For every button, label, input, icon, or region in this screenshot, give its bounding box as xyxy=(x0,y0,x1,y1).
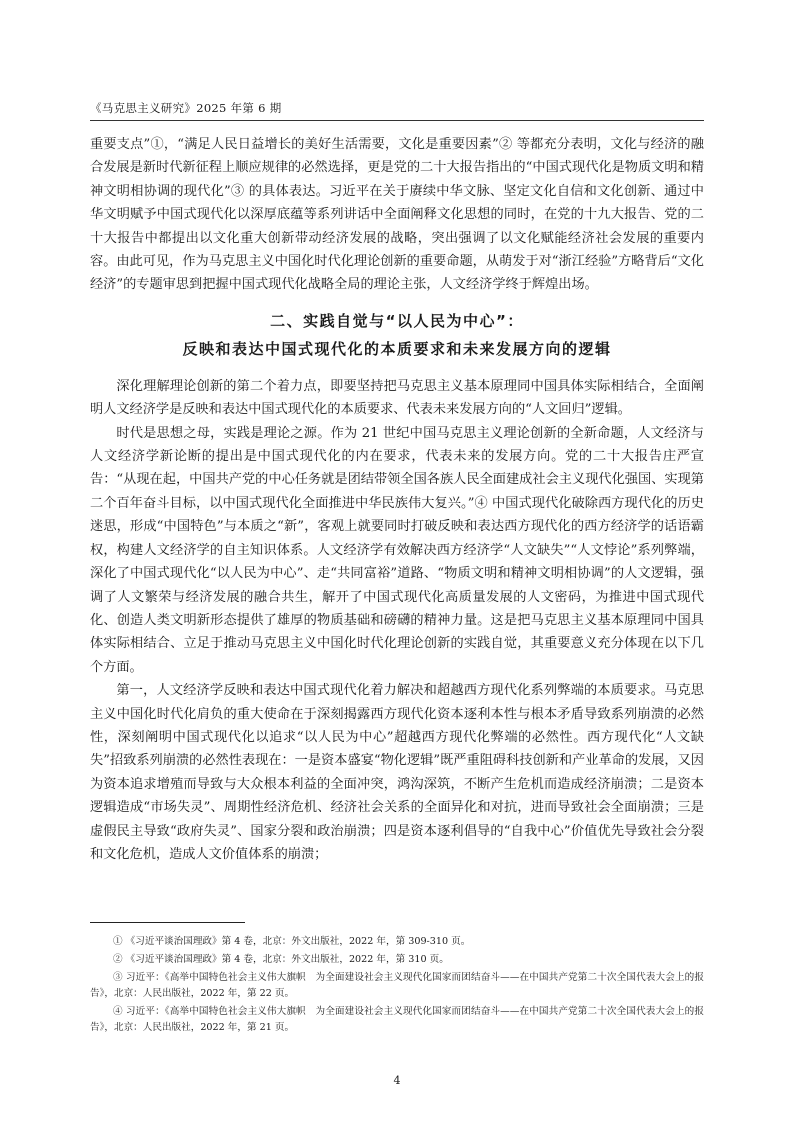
header-rule xyxy=(90,120,704,121)
journal-header: 《马克思主义研究》2025 年第 6 期 xyxy=(90,101,282,115)
paragraph: 第一，人文经济学反映和表达中国式现代化着力解决和超越西方现代化系列弊端的本质要求。马克思主义中国化时代化肩负的重大使命在于深刻揭露西方现代化资本逐利本性与根本矛盾导致系列崩溃的必然性，深刻阐明中国式现代化以追求“以人民为中心”超越西方现代化弊端的必然性。西方现代化“人文缺失”招致系列崩溃的必然性表现在：一是资本盛宴“物化逻辑”既严重阻碍科技创新和产业革命的发展，又因为资本追求增殖而导致与大众根本利益的全面冲突，鸿沟深筑，不断产生危机而造成经济崩溃；二是资本逻辑造成“市场失灵”、周期性经济危机、经济社会关系的全面异化和对抗，进而导致社会全面崩溃；三是虚假民主导致“政府失灵”、国家分裂和政治崩溃；四是资本逐利倡导的“自我中心”价值优先导致社会分裂和文化危机，造成人文价值体系的崩溃； xyxy=(90,683,704,862)
paragraph: 时代是思想之母，实践是理论之源。作为 21 世纪中国马克思主义理论创新的全新命题，人文经济与人文经济学新论断的提出是中国式现代化的内在要求，代表未来的发展方向。党的二十大报告庄严宣告：“从现在起，中国共产党的中心任务就是团结带领全国各族人民全面建成社会主义现代化强国、实现第二个百年奋斗目标，以中国式现代化全面推进中华民族伟大复兴。”④ 中国式现代化破除西方现代化的历史迷思，形成“中国特色”与本质之“新”，客观上就要同时打破反映和表达西方现代化的西方经济学的话语霸权，构建人文经济学的自主知识体系。人文经济学有效解决西方经济学“人文缺失”“人文悖论”系列弊端，深化了中国式现代化“以人民为中心”、走“共同富裕”道路、“物质文明和精神文明相协调”的人文逻辑，强调了人文繁荣与经济发展的融合共生，解开了中国式现代化高质量发展的人文密码，为推进中国式现代化、创造人类文明新形态提供了雄厚的物质基础和磅礴的精神力量。这是把马克思主义基本原理同中国具体实际相结合、立足于推动马克思主义中国化时代化理论创新的实践自觉，其重要意义充分体现在以下几个方面。 xyxy=(90,425,704,675)
footnote: ② 《习近平谈治国理政》第 4 卷，北京：外文出版社，2022 年，第 310 页。 xyxy=(113,954,449,965)
footnote: ③ 习近平：《高举中国特色社会主义伟大旗帜 为全面建设社会主义现代化国家而团结奋斗——在中国共产党第二十次全国代表大会上的报告》，北京：人民出版社，2022 年，第 22 页。 xyxy=(90,972,704,999)
body-text xyxy=(90,133,704,866)
section-heading-line1: 二、实践自觉与“以人民为中心”： xyxy=(270,311,524,330)
paragraph-continuation: 重要支点”①，“满足人民日益增长的美好生活需要，文化是重要因素”② 等都充分表明，文化与经济的融合发展是新时代新征程上顺应规律的必然选择，更是党的二十大报告指出的“中国式现代化是物质文明和精神文明相协调的现代化”③ 的具体表达。习近平在关于赓续中华文脉、坚定文化自信和文化创新、通过中华文明赋予中国式现代化以深厚底蕴等系列讲话中全面阐释文化思想的同时，在党的十九大报告、党的二十大报告中都提出以文化重大创新带动经济发展的战略，突出强调了以文化赋能经济社会发展的重要内容。由此可见，作为马克思主义中国化时代化理论创新的重要命题，从萌发于对“浙江经验”方略背后“文化经济”的专题审思到把握中国式现代化战略全局的理论主张，人文经济学终于辉煌出场。 xyxy=(90,137,704,293)
section-heading xyxy=(90,307,704,363)
footnote: ④ 习近平：《高举中国特色社会主义伟大旗帜 为全面建设社会主义现代化国家而团结奋斗——在中国共产党第二十次全国代表大会上的报告》，北京：人民出版社，2022 年，第 21 页。 xyxy=(90,1006,704,1033)
footnotes xyxy=(90,934,704,1038)
footnote-rule xyxy=(90,922,245,923)
footnote: ① 《习近平谈治国理政》第 4 卷，北京：外文出版社，2022 年，第 309-310 页。 xyxy=(113,936,471,947)
paragraph: 深化理解理论创新的第二个着力点，即要坚持把马克思主义基本原理同中国具体实际相结合，全面阐明人文经济学是反映和表达中国式现代化的本质要求、代表未来发展方向的“人文回归”逻辑。 xyxy=(90,378,704,418)
section-heading-line2: 反映和表达中国式现代化的本质要求和未来发展方向的逻辑 xyxy=(182,339,612,358)
page-number: 4 xyxy=(393,1074,401,1087)
